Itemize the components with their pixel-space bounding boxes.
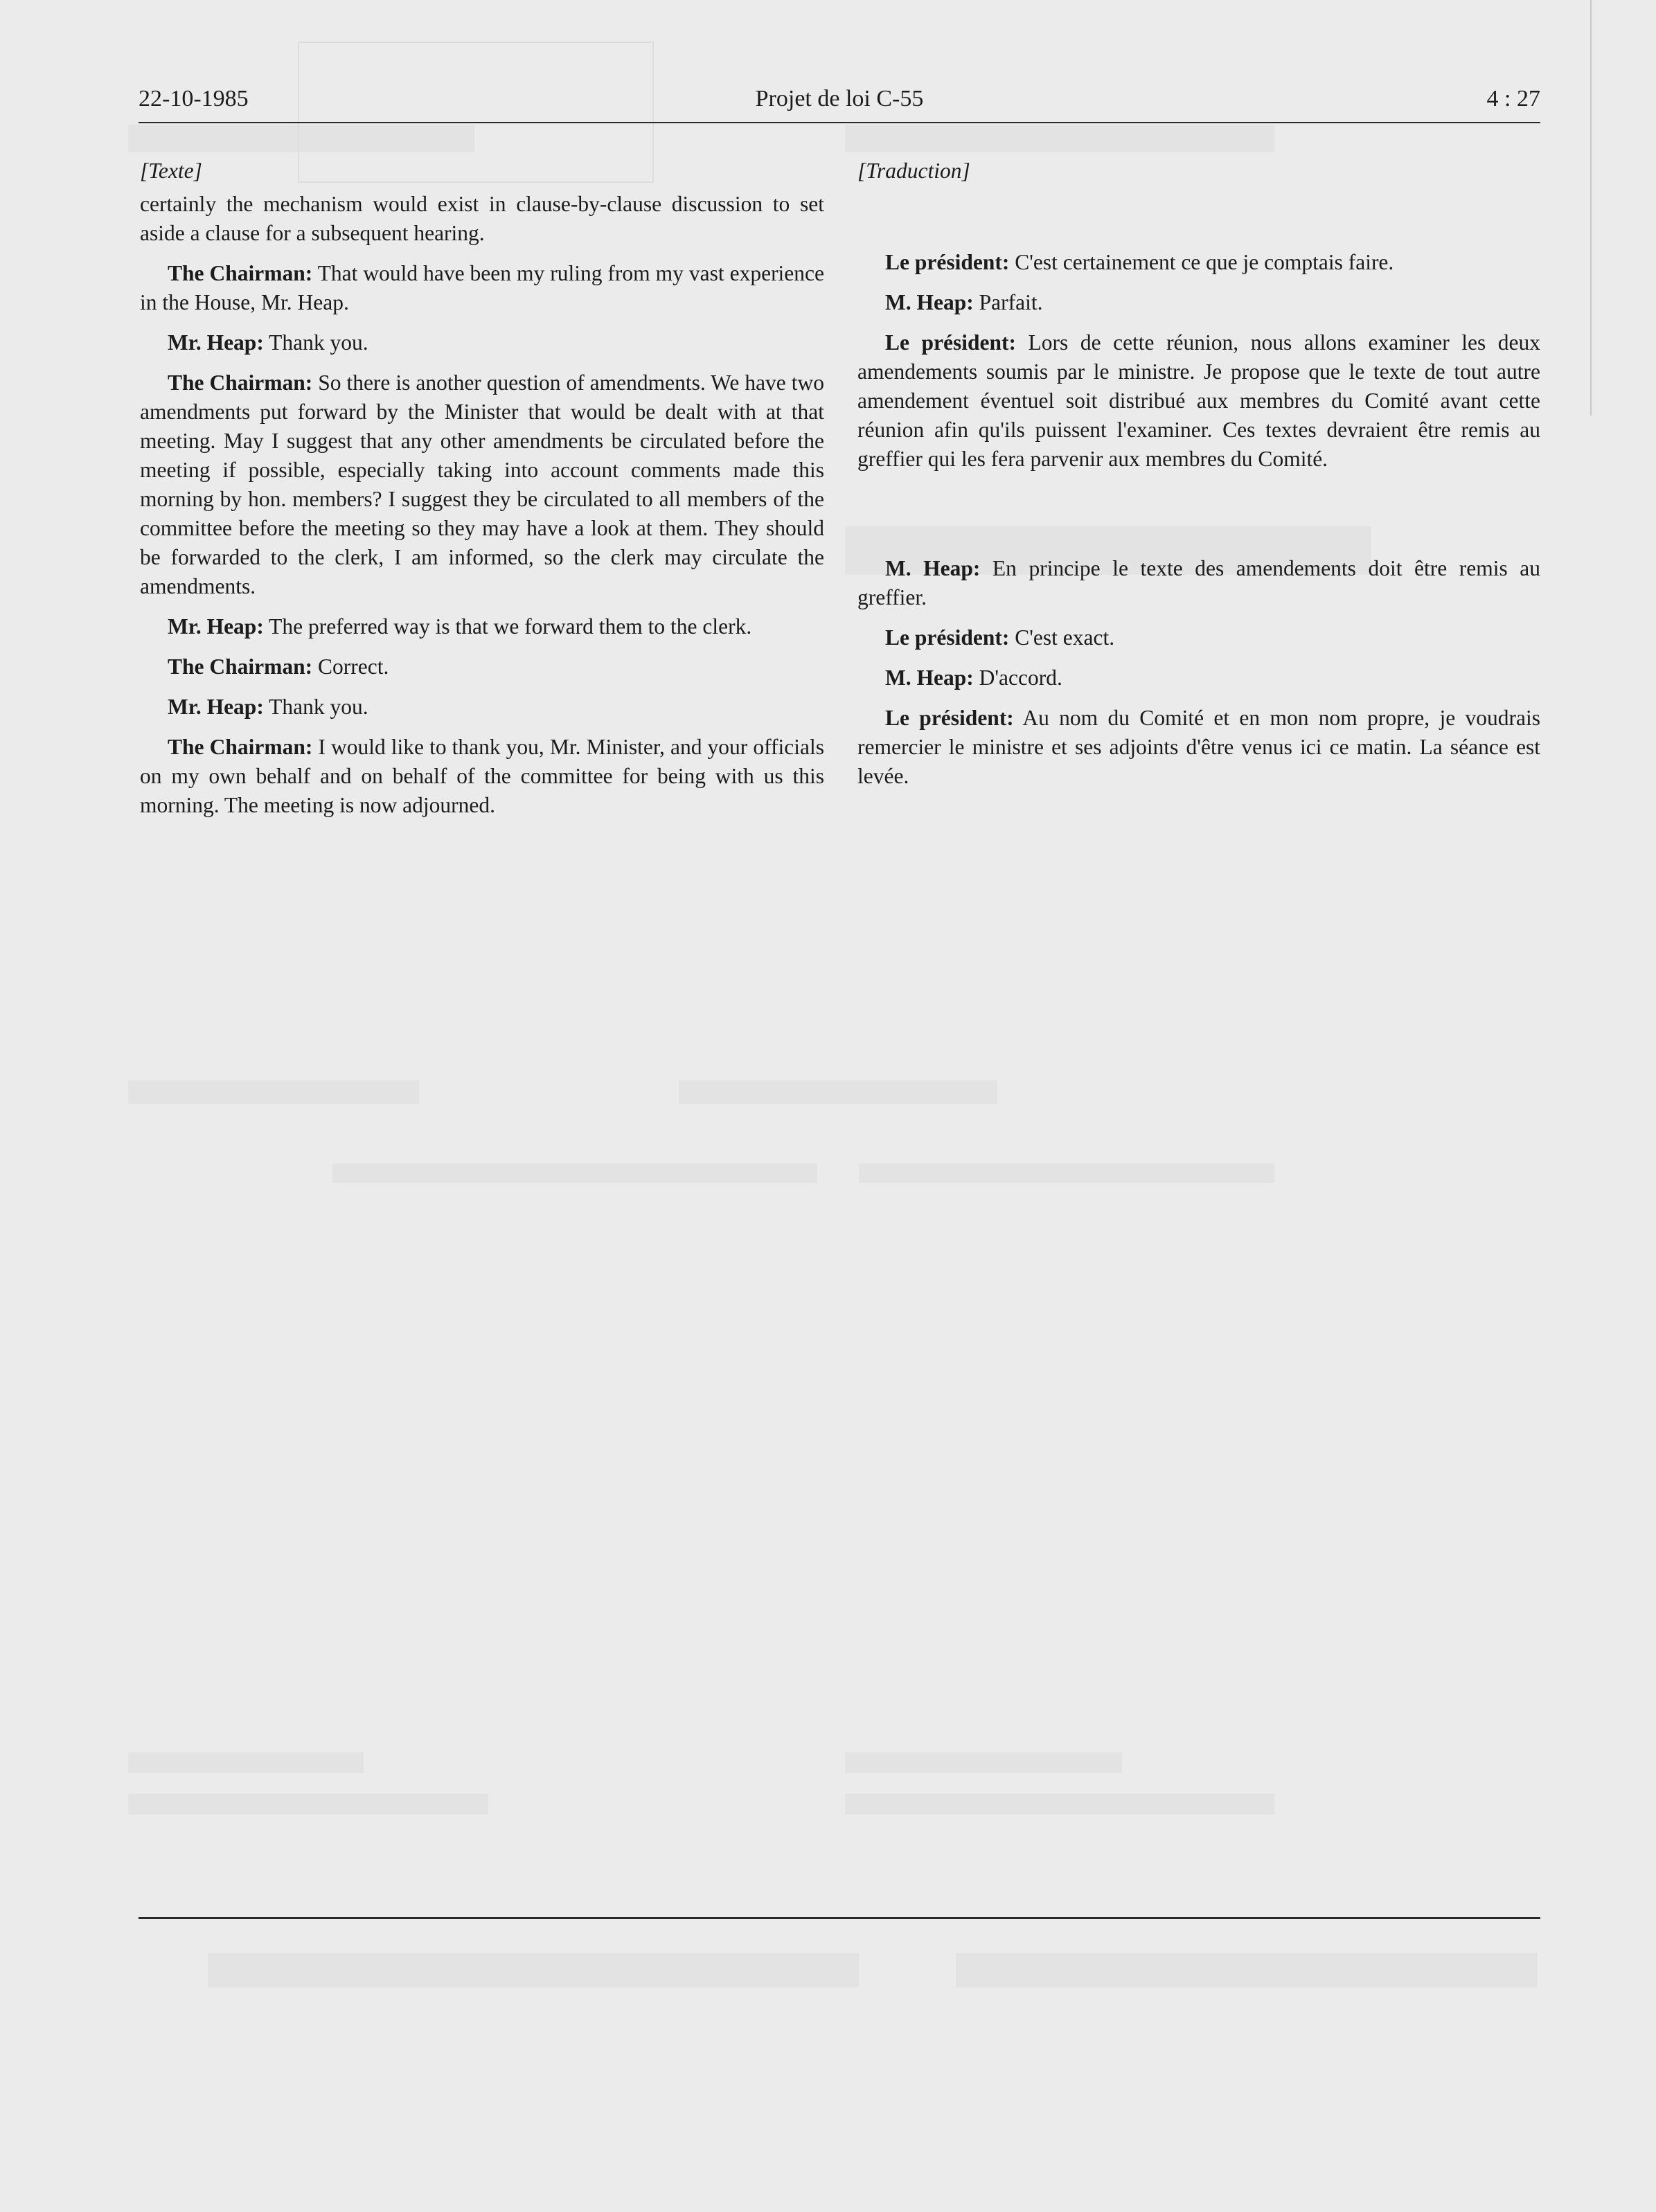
speech-text: Thank you. — [263, 695, 368, 719]
speech-text: The preferred way is that we forward them to the clerk. — [263, 614, 752, 639]
footer-rule — [139, 1917, 1540, 1919]
speaker-name: The Chairman: — [168, 261, 313, 285]
page-edge-line — [1590, 0, 1592, 416]
bleed-through-block — [208, 1953, 859, 1988]
bleed-through-block — [679, 1080, 997, 1104]
speaker-name: Le président: — [885, 706, 1014, 730]
transcript-paragraph — [140, 328, 824, 357]
speaker-name: M. Heap: — [885, 290, 974, 314]
header-date: 22-10-1985 — [139, 86, 249, 112]
english-column — [140, 157, 824, 831]
transcript-paragraph — [857, 623, 1540, 652]
speech-text: D'accord. — [973, 666, 1062, 690]
speaker-name: Mr. Heap: — [168, 695, 264, 719]
bleed-through-block — [128, 1794, 488, 1814]
speech-text: Thank you. — [263, 330, 368, 355]
french-column — [857, 157, 1540, 802]
speaker-name: Mr. Heap: — [168, 614, 264, 639]
bleed-through-block — [128, 1752, 364, 1773]
speech-text: Correct. — [312, 654, 389, 679]
running-header — [139, 86, 1540, 122]
speech-text: Lors de cette réunion, nous allons examiner les deux amendements soumis par le ministre. Je propose que le texte de tout autre amendement éventuel soit distribué aux membres du Comité avant cette réunion afin qu'ils puissent l'examiner. Ces textes devraient être remis au greffier qui les fera parvenir aux membres du Comité. — [857, 330, 1540, 471]
bleed-through-block — [845, 1752, 1122, 1773]
header-rule — [139, 122, 1540, 123]
transcript-paragraph — [140, 368, 824, 601]
bleed-through-block — [128, 125, 474, 152]
speaker-name: Le président: — [885, 625, 1010, 650]
bleed-through-block — [845, 1794, 1274, 1814]
transcript-paragraph — [857, 288, 1540, 317]
transcript-paragraph — [140, 612, 824, 641]
bleed-through-block — [859, 1163, 1274, 1183]
header-title: Projet de loi C-55 — [755, 86, 924, 112]
speaker-name: Mr. Heap: — [168, 330, 264, 355]
speech-text: I would like to thank you, Mr. Minister, and your officials on my own behalf and on behalf of the committee for being with us this morning. The meeting is now adjourned. — [140, 735, 824, 817]
speech-text: certainly the mechanism would exist in clause-by-clause discussion to set aside a clause for a subsequent hearing. — [140, 192, 824, 245]
speech-text: En principe le texte des amendements doit être remis au greffier. — [857, 556, 1540, 609]
transcript-paragraph — [857, 663, 1540, 693]
column-spacer — [857, 190, 1540, 248]
transcript-paragraph — [857, 248, 1540, 277]
header-page-number: 4 : 27 — [1486, 86, 1540, 112]
transcript-paragraph — [857, 328, 1540, 474]
transcript-paragraph — [140, 652, 824, 681]
bleed-through-block — [845, 125, 1274, 152]
transcript-paragraph — [857, 704, 1540, 791]
bleed-through-block — [332, 1163, 817, 1183]
speech-text: Au nom du Comité et en mon nom propre, je voudrais remercier le ministre et ses adjoints d'être venus ici ce matin. La séance est levée. — [857, 706, 1540, 788]
speech-text: C'est certainement ce que je comptais faire. — [1009, 250, 1394, 274]
bleed-through-block — [128, 1080, 419, 1104]
speech-text: So there is another question of amendments. We have two amendments put forward by the Minister that would be dealt with at that meeting. May I suggest that any other amendments be circulated before the meeting if possible, especially taking into account comments made this morning by hon. members? I suggest they be circulated to all members of the committee before the meeting so they may have a look at them. They should be forwarded to the clerk, I am informed, so the clerk may circulate the amendments. — [140, 371, 824, 598]
speaker-name: M. Heap: — [885, 556, 981, 580]
speaker-name: The Chairman: — [168, 371, 313, 395]
transcript-paragraph — [140, 259, 824, 317]
speaker-name: The Chairman: — [168, 654, 313, 679]
bleed-through-block — [956, 1953, 1538, 1988]
speech-text: Parfait. — [973, 290, 1043, 314]
transcript-paragraph — [857, 554, 1540, 612]
speaker-name: The Chairman: — [168, 735, 313, 759]
speech-text: C'est exact. — [1009, 625, 1115, 650]
transcript-paragraph — [140, 733, 824, 820]
speaker-name: Le président: — [885, 250, 1010, 274]
column-label-texte: [Texte] — [140, 159, 202, 183]
speaker-name: M. Heap: — [885, 666, 974, 690]
column-label-traduction: [Traduction] — [857, 159, 970, 183]
speech-text: That would have been my ruling from my vast experience in the House, Mr. Heap. — [140, 261, 824, 314]
transcript-paragraph — [140, 693, 824, 722]
transcript-paragraph — [140, 190, 824, 248]
speaker-name: Le président: — [885, 330, 1017, 355]
